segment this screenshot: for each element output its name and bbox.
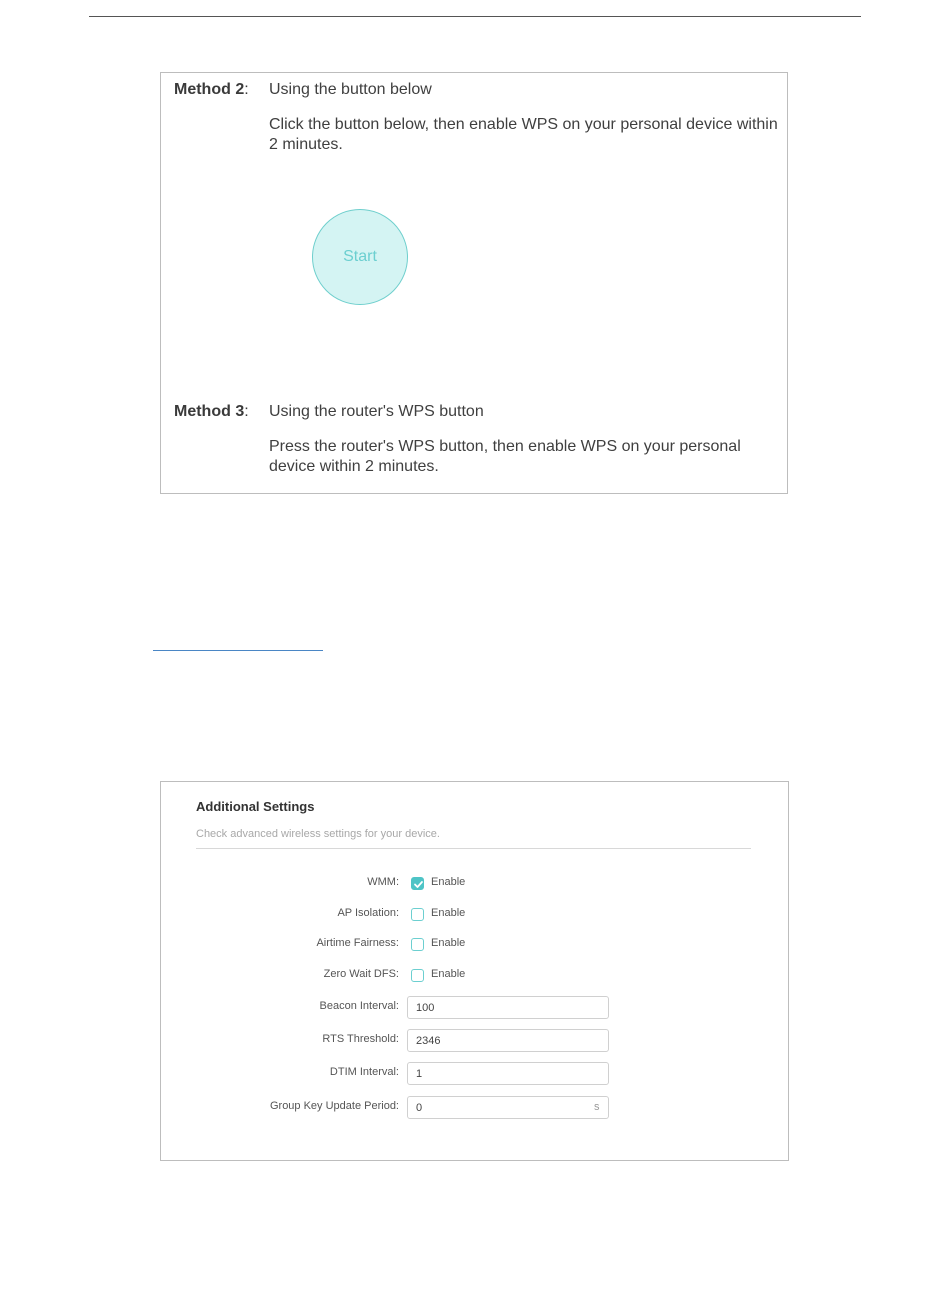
zero-wait-dfs-row: [161, 965, 790, 987]
seconds-unit: s: [594, 1101, 600, 1113]
beacon-interval-label: Beacon Interval:: [319, 1000, 399, 1012]
settings-divider: [196, 848, 751, 849]
check-icon: [413, 879, 424, 890]
dtim-interval-input[interactable]: [407, 1062, 609, 1085]
rts-threshold-label: RTS Threshold:: [322, 1033, 399, 1045]
ap-isolation-label: AP Isolation:: [337, 907, 399, 919]
method2-label: Method 2:: [174, 81, 249, 98]
start-button[interactable]: Start: [312, 209, 408, 305]
wmm-checkbox[interactable]: [411, 877, 424, 890]
rts-threshold-row: [161, 1030, 790, 1052]
airtime-fairness-label: Airtime Fairness:: [316, 937, 399, 949]
link-underline: [153, 650, 323, 651]
settings-title: Additional Settings: [196, 799, 315, 814]
additional-settings-panel: [160, 781, 789, 1161]
rts-threshold-input[interactable]: [407, 1029, 609, 1052]
wmm-label: WMM:: [367, 876, 399, 888]
settings-subtitle: Check advanced wireless settings for your device.: [196, 828, 440, 840]
wmm-enable-text: Enable: [431, 876, 466, 888]
group-key-update-row: [161, 1097, 790, 1119]
zero-wait-dfs-enable-text: Enable: [431, 968, 466, 980]
airtime-fairness-row: [161, 934, 790, 956]
method3-label: Method 3:: [174, 403, 249, 420]
dtim-interval-row: [161, 1063, 790, 1085]
method3-title: Using the router's WPS button: [269, 403, 484, 420]
header-rule: [89, 16, 861, 17]
group-key-update-input[interactable]: [407, 1096, 609, 1119]
wps-panel: [160, 72, 788, 494]
airtime-fairness-enable-text: Enable: [431, 937, 466, 949]
beacon-interval-row: [161, 997, 790, 1019]
wmm-row: [161, 873, 790, 895]
beacon-interval-input[interactable]: [407, 996, 609, 1019]
ap-isolation-checkbox[interactable]: [411, 908, 424, 921]
method3-description: Press the router's WPS button, then enable WPS on your personal device within 2 minutes.: [269, 438, 741, 475]
dtim-interval-label: DTIM Interval:: [329, 1066, 399, 1078]
airtime-fairness-checkbox[interactable]: [411, 938, 424, 951]
zero-wait-dfs-checkbox[interactable]: [411, 969, 424, 982]
ap-isolation-enable-text: Enable: [431, 907, 466, 919]
method2-title: Using the button below: [269, 81, 432, 98]
ap-isolation-row: [161, 904, 790, 926]
zero-wait-dfs-label: Zero Wait DFS:: [323, 968, 399, 980]
method2-description: Click the button below, then enable WPS on your personal device within 2 minutes.: [269, 116, 778, 153]
group-key-update-label: Group Key Update Period:: [269, 1100, 399, 1112]
